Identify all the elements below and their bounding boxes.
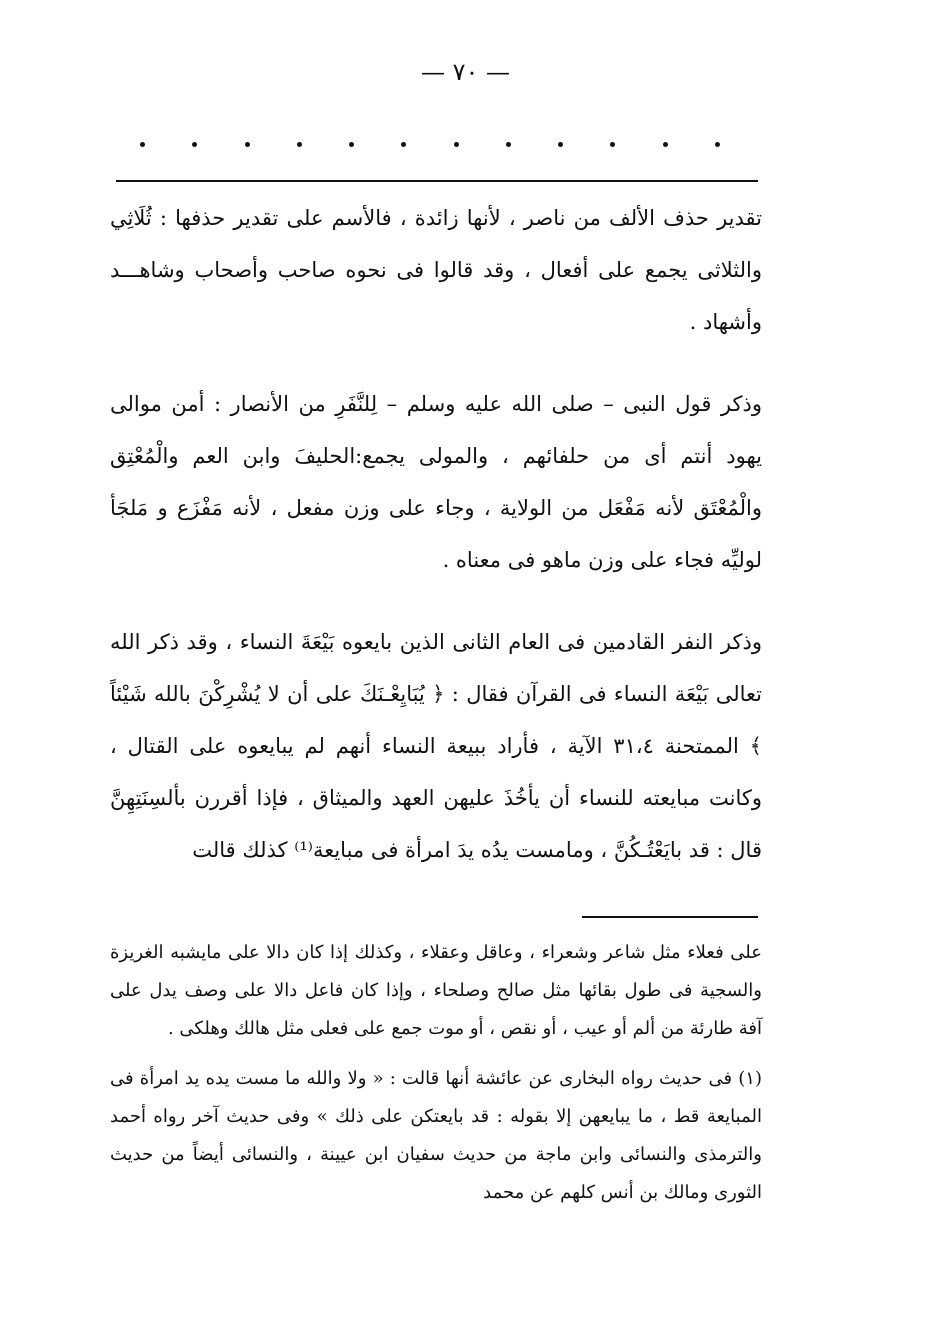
paragraph: وذكر قول النبى – صلى الله عليه وسلم – لِلنَّفَرِ من الأنصار : أمن موالى يهود أنتم أى من حلفائهم ، والمولى يجمع:الحليفَ وابن العم والْمُعْتِق والْمُعْتَق لأنه مَفْعَل من الولاية ، وجاء على وزن مفعل ، لأنه مَفْزَع و مَلجَأ لوليِّه فجاء على وزن ماهو فى معناه . <box>110 392 762 572</box>
page-number: — ٧٠ — <box>420 58 511 86</box>
main-text <box>110 192 762 876</box>
dot <box>349 142 354 147</box>
note-continuation: على فعلاء مثل شاعر وشعراء ، وعاقل وعقلاء ، وكذلك إذا كان دالا على مايشبه الغريزة والسجية فى طول بقائها مثل صالح وصلحاء ، وإذا كان فاعل دالا على وصف يدل على آفة طارئة من ألم أو عيب ، أو نقص ، أو موت جمع على فعلى مثل هالك وهلكى . <box>110 942 762 1039</box>
dot <box>610 142 615 147</box>
dot <box>663 142 668 147</box>
decorative-dot-row <box>140 142 720 147</box>
dot <box>192 142 197 147</box>
header-rule <box>116 180 758 182</box>
dot <box>245 142 250 147</box>
paragraph: تقدير حذف الألف من ناصر ، لأنها زائدة ، فالأسم على تقدير حذفها : ثُلَاثِي والثلاثى يجمع على أفعال ، وقد قالوا فى نحوه صاحب وأصحاب وشاهـــد وأشهاد . <box>110 206 762 334</box>
dot <box>506 142 511 147</box>
dot <box>715 142 720 147</box>
dot <box>558 142 563 147</box>
footnote-separator <box>582 916 758 918</box>
dot <box>401 142 406 147</box>
footnote-1: (١) فى حديث رواه البخارى عن عائشة أنها قالت : « ولا والله ما مست يده يد امرأة فى المبايعة قط ، ما يبايعهن إلا بقوله : قد بايعتكن على ذلك » وفى حديث آخر رواه أحمد والترمذى والنسائى وابن ماجة من حديث سفيان ابن عيينة ، والنسائى أيضاً من حديث الثورى ومالك بن أنس كلهم عن محمد <box>110 1068 762 1203</box>
dot <box>297 142 302 147</box>
dot <box>454 142 459 147</box>
paragraph: وذكر النفر القادمين فى العام الثانى الذين بايعوه بَيْعَةَ النساء ، وقد ذكر الله تعالى بَيْعَة النساء فى القرآن فقال : ﴿ يُبَايِعْـنَكَ على أن لا يُشْرِكْنَ بالله شَيْئاً ﴾ الممتحنة ٣١،٤ الآية ، فأراد ببيعة النساء أنهم لم يبايعوه على القتال ، وكانت مبايعته للنساء أن يأخُذَ عليهن العهد والميثاق ، فإذا أقررن بألسِنَتِهِنَّ قال : قد بايَعْتُـكُنَّ ، ومامست يدُه يدَ امرأة فى مبايعة⁽¹⁾ كذلك قالت <box>110 630 762 862</box>
footnotes <box>110 934 762 1212</box>
dot <box>140 142 145 147</box>
